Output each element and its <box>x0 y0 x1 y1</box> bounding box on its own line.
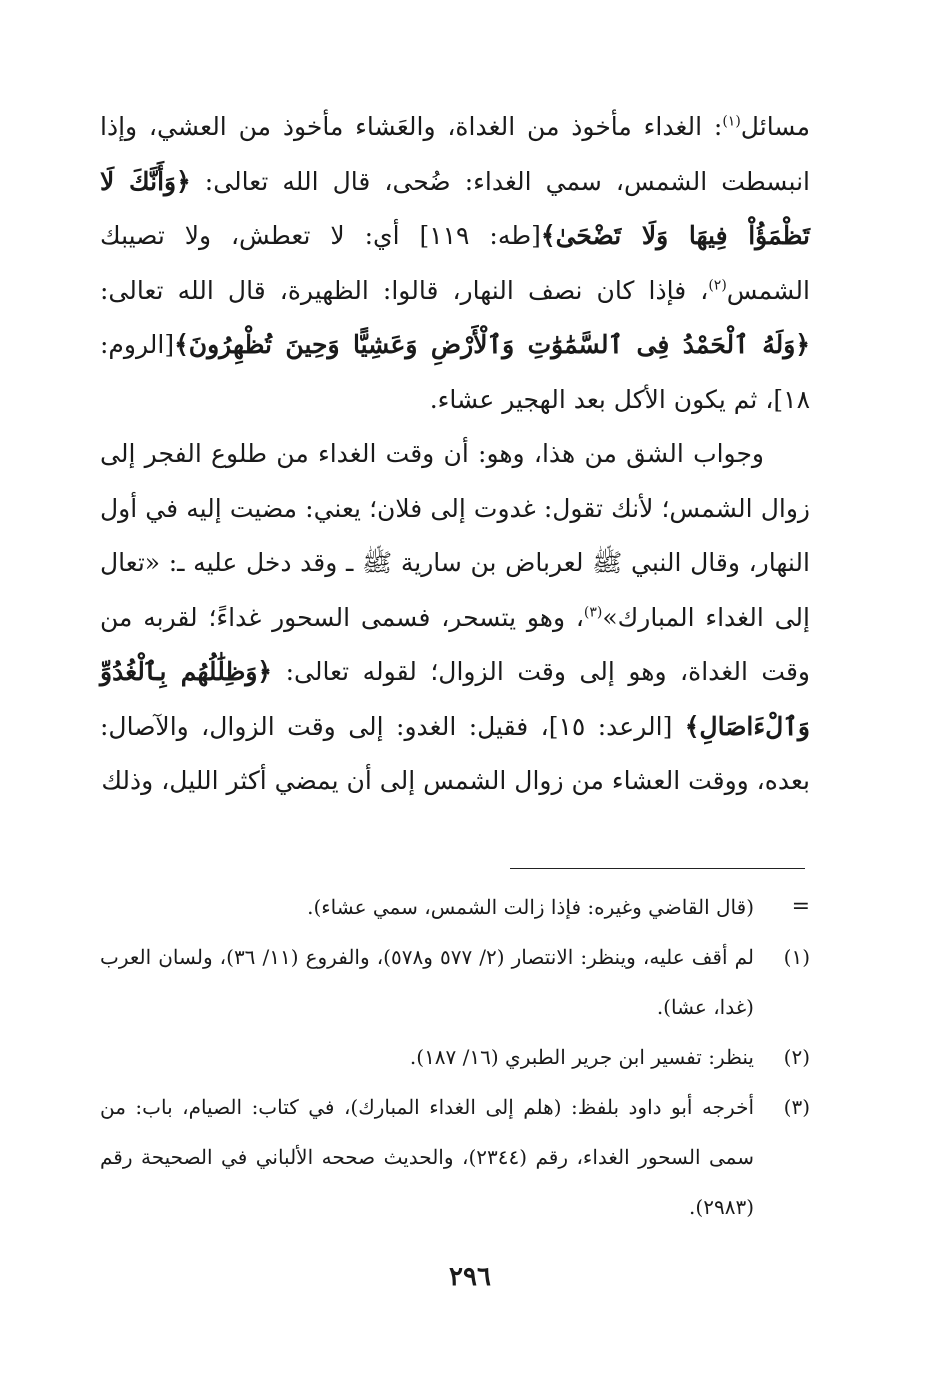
footnote-number: (٢) <box>783 1045 810 1069</box>
continuation-marker: = <box>791 894 810 919</box>
text-run: : الغداء مأخوذ من الغداة، والعَشاء مأخوذ من العشي، وإذا انبسطت الشمس، سمي الغداء: ضُحى، قال الله تعالى: <box>100 112 810 196</box>
main-text <box>100 100 810 809</box>
text-run: مسائل <box>740 112 810 141</box>
paragraph-2 <box>100 427 810 809</box>
footnote-ref-2: (٢) <box>708 277 727 294</box>
text-run: وجواب الشق من هذا، وهو: أن وقت الغداء من طلوع الفجر إلى زوال الشمس؛ لأنك تقول: غدوت إلى فلان؛ يعني: مضيت إليه في أول النهار، وقال النبي ﷺ لعرباض بن سارية ﷺ ـ وقد دخل عليه ـ: «تعال إلى الغداء المبارك» <box>100 439 810 632</box>
quran-verse-rum: ﴿وَلَهُ ٱلْحَمْدُ فِى ٱلسَّمَٰوَٰتِ وَٱلْأَرْضِ وَعَشِيًّا وَحِينَ تُظْهِرُونَ﴾ <box>174 330 810 359</box>
footnote-number: (٣) <box>783 1095 810 1119</box>
text-run: [الروم: ١٨]، ثم يكون الأكل بعد الهجير عشاء. <box>100 330 810 414</box>
footnote-1 <box>100 932 810 1032</box>
text-run: ، فإذا كان نصف النهار، قالوا: الظهيرة، قال الله تعالى: <box>100 275 709 305</box>
text-run: [طه: ١١٩] أي: لا تعطش، ولا تصيبك الشمس <box>100 221 810 305</box>
footnote-text: (قال القاضي وغيره: فإذا زالت الشمس، سمي عشاء). <box>307 895 754 919</box>
footnote-text: ينظر: تفسير ابن جرير الطبري (١٦/ ١٨٧). <box>409 1045 754 1069</box>
page-number: ٢٩٦ <box>449 1262 491 1292</box>
paragraph-1 <box>100 100 810 427</box>
footnote-continuation <box>100 882 810 932</box>
footnote-text: لم أقف عليه، وينظر: الانتصار (٢/ ٥٧٧ و٥٧٨)، والفروع (١١/ ٣٦)، ولسان العرب (غدا، عشا). <box>100 945 754 1019</box>
footnote-ref-1: (١) <box>722 113 741 130</box>
quran-verse-taha: ﴿وَأَنَّكَ لَا تَظْمَؤُاْ فِيهَا وَلَا تَضْحَىٰ﴾ <box>100 166 810 250</box>
footnote-2 <box>100 1032 810 1082</box>
text-run: [الرعد: ١٥]، فقيل: الغدو: إلى وقت الزوال، والآصال: بعده، ووقت العشاء من زوال الشمس إلى أن يمضي أكثر الليل، وذلك <box>100 711 810 795</box>
footnote-number: (١) <box>783 945 810 969</box>
footnotes <box>100 882 810 1232</box>
text-run: ، وهو يتسحر، فسمى السحور غداءً؛ لقربه من وقت الغداة، وهو إلى وقت الزوال؛ لقوله تعالى: <box>100 602 810 686</box>
footnote-text: أخرجه أبو داود بلفظ: (هلم إلى الغداء المبارك)، في كتاب: الصيام، باب: من سمى السحور الغداء، رقم (٢٣٤٤)، والحديث صححه الألباني في الصحيحة رقم (٢٩٨٣). <box>100 1095 755 1219</box>
quran-verse-raad: ﴿وَظِلَٰلُهُم بِٱلْغُدُوِّ وَٱلْءَاصَالِ﴾ <box>100 657 811 741</box>
footnote-3 <box>100 1082 810 1232</box>
footnote-ref-3: (٣) <box>583 604 603 621</box>
footnote-divider <box>510 868 805 869</box>
